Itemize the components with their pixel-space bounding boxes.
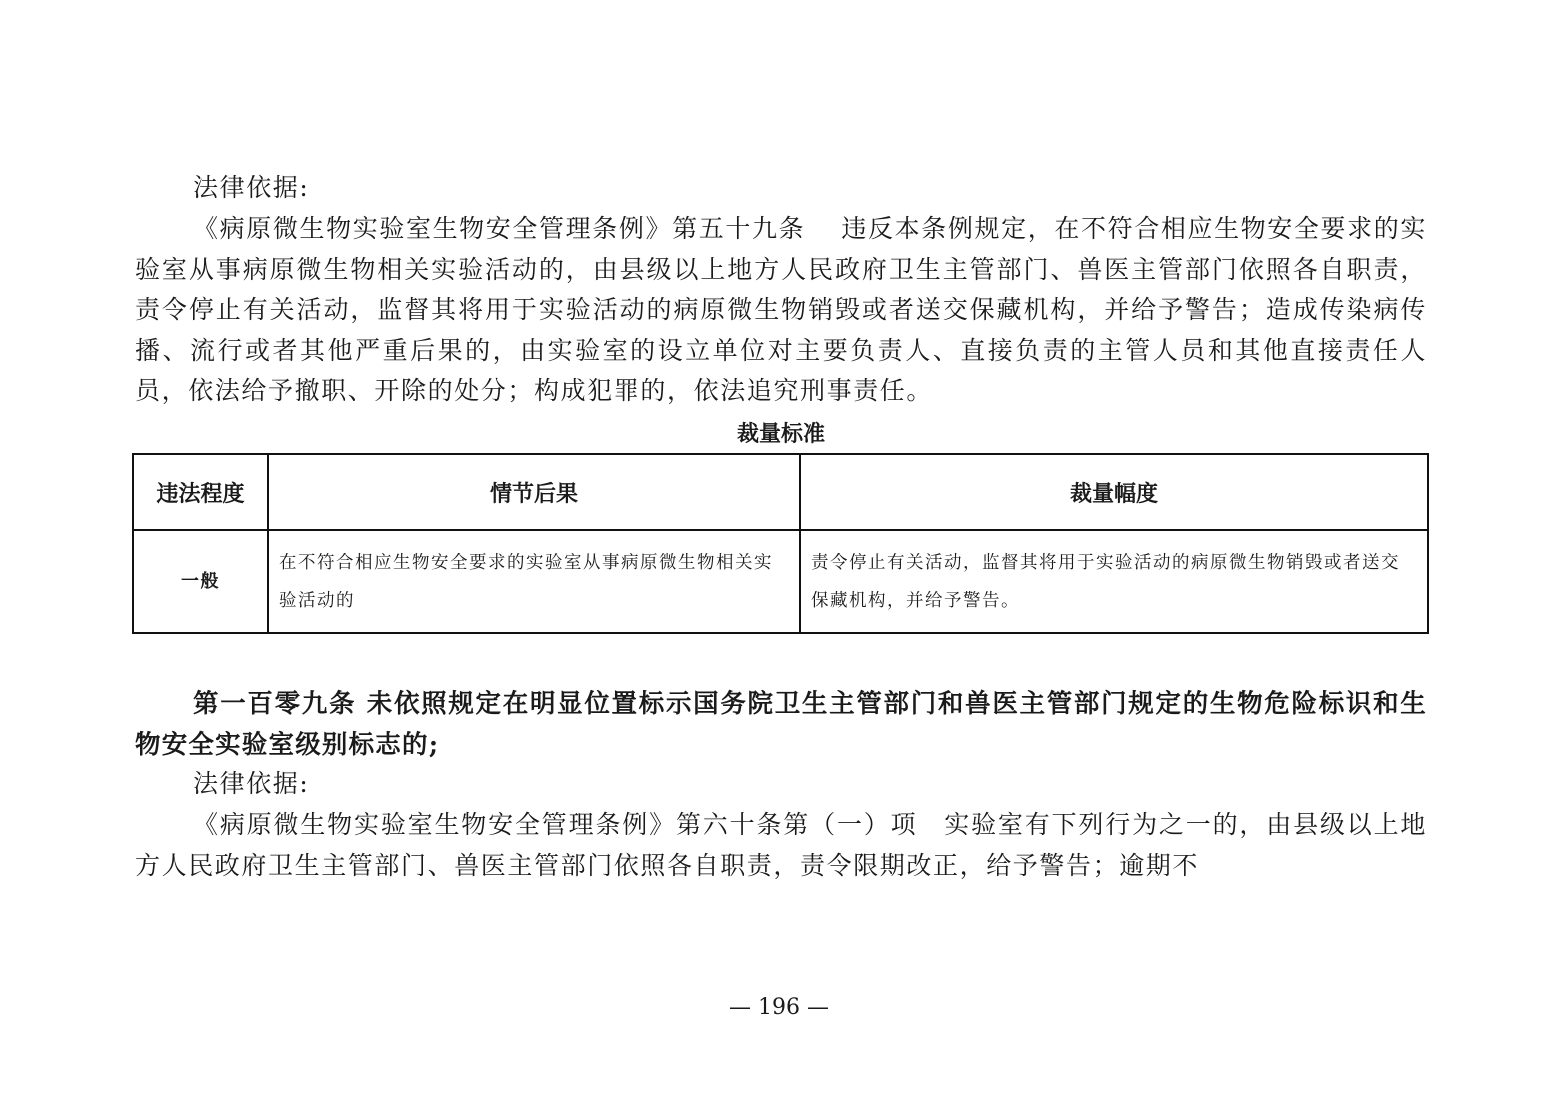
legal-basis-text-2: 《病原微生物实验室生物安全管理条例》第六十条第（一）项 实验室有下列行为之一的，由县级以上地方人民政府卫生主管部门、兽医主管部门依照各自职责，责令限期改正，给予警告；逾期不 [135, 810, 1427, 880]
legal-basis-label-2: 法律依据: [193, 769, 310, 798]
table-row [133, 530, 1428, 633]
article-heading: 第一百零九条 未依照规定在明显位置标示国务院卫生主管部门和兽医主管部门规定的生物危险标识和生物安全实验室级别标志的; [135, 689, 1427, 760]
header-circumstance-consequence: 情节后果 [268, 454, 800, 530]
table-title: 裁量标准 [736, 422, 825, 447]
discretion-standard-table [132, 453, 1429, 634]
header-violation-degree: 违法程度 [133, 454, 268, 530]
cell-circumstance: 在不符合相应生物安全要求的实验室从事病原微生物相关实验活动的 [268, 530, 800, 633]
legal-basis-label-1: 法律依据: [193, 173, 310, 202]
cell-range: 责令停止有关活动，监督其将用于实验活动的病原微生物销毁或者送交保藏机构，并给予警告。 [800, 530, 1428, 633]
header-discretion-range: 裁量幅度 [800, 454, 1428, 530]
cell-level: 一般 [133, 530, 268, 633]
page-number: — 196 — [729, 995, 829, 1020]
table-header-row [133, 454, 1428, 530]
legal-basis-text-1: 《病原微生物实验室生物安全管理条例》第五十九条 违反本条例规定，在不符合相应生物安全要求的实验室从事病原微生物相关实验活动的，由县级以上地方人民政府卫生主管部门、兽医主管部门依照各自职责，责令停止有关活动，监督其将用于实验活动的病原微生物销毁或者送交保藏机构，并给予警告；造成传染病传播、流行或者其他严重后果的，由实验室的设立单位对主要负责人、直接负责的主管人员和其他直接责任人员，依法给予撤职、开除的处分；构成犯罪的，依法追究刑事责任。 [135, 214, 1427, 405]
